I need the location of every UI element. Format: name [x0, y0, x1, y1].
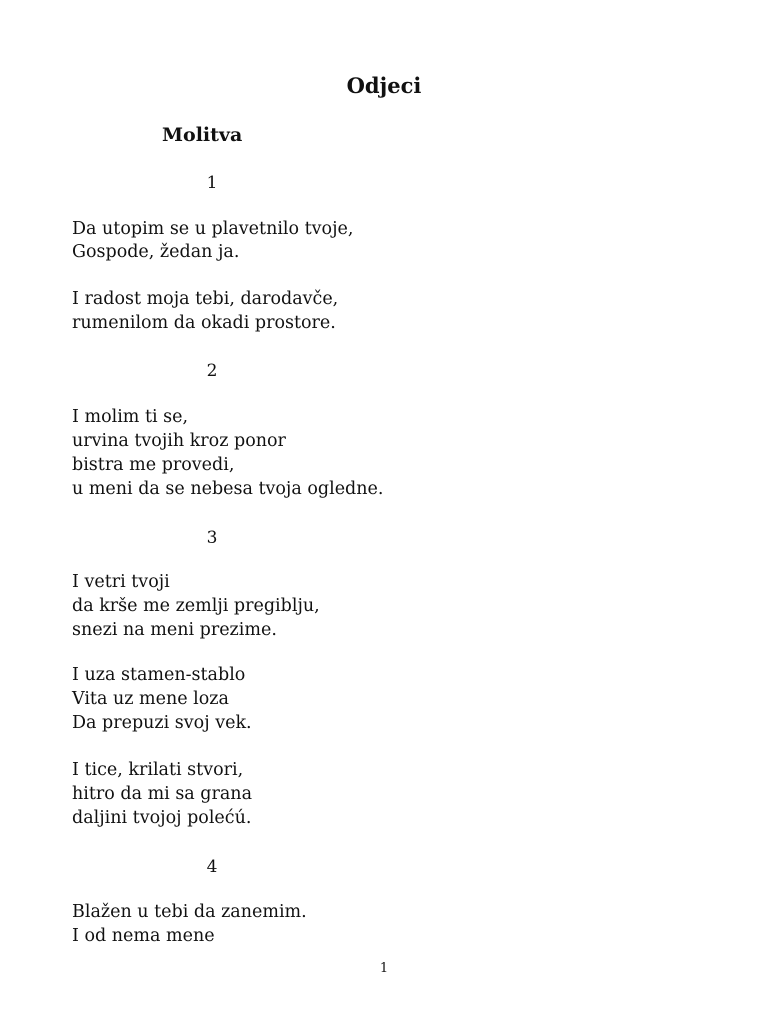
verse-line: da krše me zemlji pregiblju, — [72, 596, 320, 616]
verse-line: Blažen u tebi da zanemim. — [72, 902, 307, 922]
poem-collection-title: Odjeci — [346, 73, 422, 98]
verse-line: Da utopim se u plavetnilo tvoje, — [72, 219, 354, 239]
verse-line: u meni da se nebesa tvoja ogledne. — [72, 479, 384, 499]
verse-line: rumenilom da okadi prostore. — [72, 313, 336, 333]
poem-title: Molitva — [162, 124, 243, 146]
verse-line: Gospode, žedan ja. — [72, 242, 240, 262]
verse-line: I od nema mene — [72, 926, 215, 946]
verse-line: snezi na meni prezime. — [72, 620, 277, 640]
verse-line: daljini tvojoj polećú. — [72, 808, 252, 828]
page-number: 1 — [379, 961, 389, 976]
section-number-4: 4 — [206, 857, 218, 877]
verse-line: I radost moja tebi, darodavče, — [72, 289, 339, 309]
verse-line: I tice, krilati stvori, — [72, 760, 244, 780]
verse-line: hitro da mi sa grana — [72, 784, 252, 804]
verse-line: bistra me provedi, — [72, 455, 235, 475]
verse-line: Da prepuzi svoj vek. — [72, 713, 252, 733]
section-number-1: 1 — [206, 173, 218, 193]
section-number-3: 3 — [206, 528, 218, 548]
verse-line: I molim ti se, — [72, 407, 189, 427]
verse-line: Vita uz mene loza — [72, 689, 229, 709]
section-number-2: 2 — [206, 361, 218, 381]
verse-line: I vetri tvoji — [72, 572, 170, 592]
verse-line: I uza stamen-stablo — [72, 665, 246, 685]
verse-line: urvina tvojih kroz ponor — [72, 431, 286, 451]
